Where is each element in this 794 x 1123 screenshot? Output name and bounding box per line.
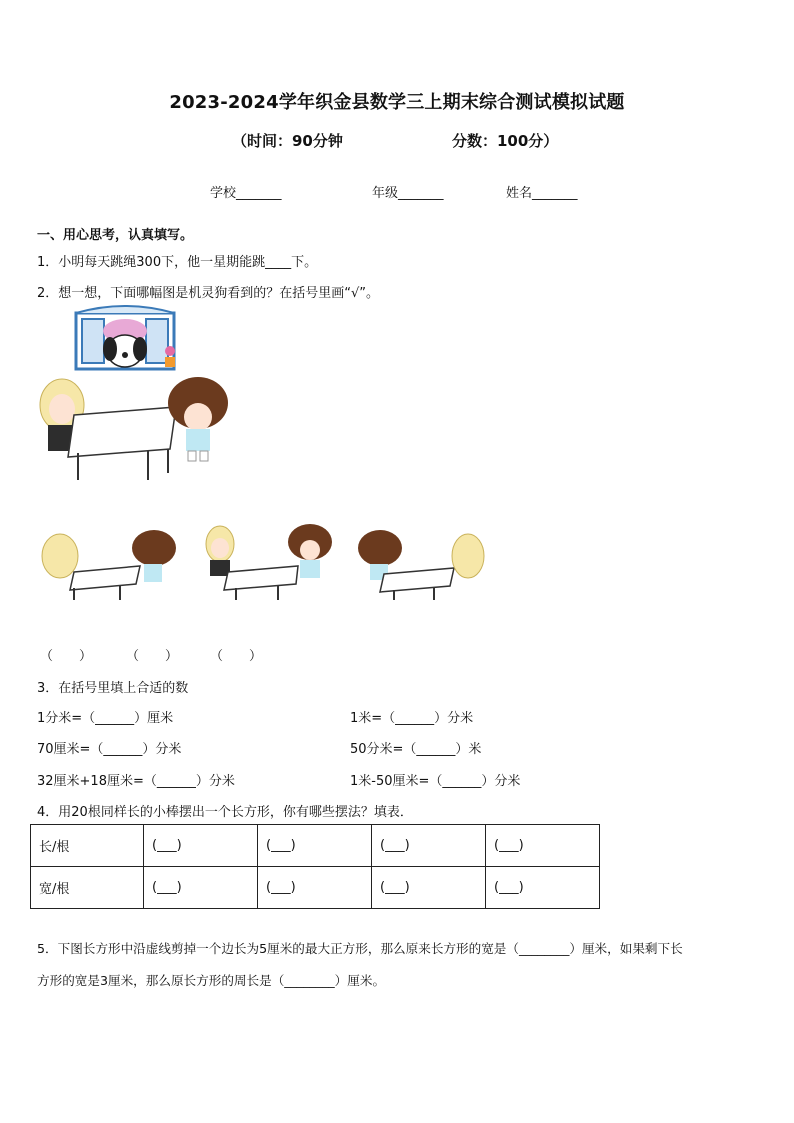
option-b-illustration [200, 520, 350, 604]
brown-hair-girl-illustration [168, 377, 228, 461]
q4-answer-table [30, 824, 600, 909]
q3-item-3[interactable]: 70厘米=（______）分米 [37, 742, 182, 757]
q3-item-6[interactable]: 1米-50厘米=（______）分米 [350, 774, 521, 789]
choice-c-bracket[interactable]: （ ） [210, 649, 263, 664]
q3-item-5[interactable]: 32厘米+18厘米=（______）分米 [37, 774, 235, 789]
choice-b-bracket[interactable]: （ ） [126, 649, 179, 664]
school-field: 学校_______ [210, 186, 282, 201]
table-illustration [68, 407, 176, 480]
answer-cell[interactable]: (___) [372, 825, 486, 867]
question-5-line-2: 方形的宽是3厘米，那么原长方形的周长是（________）厘米。 [37, 973, 386, 988]
question-2-main-illustration [30, 305, 270, 485]
row-label-length: 长/根 [31, 825, 144, 867]
section-heading: 一、用心思考，认真填写。 [37, 228, 194, 243]
name-field: 姓名_______ [506, 186, 578, 201]
q3-item-1[interactable]: 1分米=（______）厘米 [37, 711, 174, 726]
row-label-width: 宽/根 [31, 867, 144, 909]
question-3: 3．在括号里填上合适的数 [37, 681, 189, 696]
question-4: 4．用20根同样长的小棒摆出一个长方形，你有哪些摆法？填表． [37, 805, 413, 820]
answer-cell[interactable]: (___) [144, 867, 258, 909]
table-row [31, 867, 600, 909]
answer-cell[interactable]: (___) [258, 867, 372, 909]
question-2: 2．想一想，下面哪幅图是机灵狗看到的？在括号里画“√”。 [37, 286, 380, 301]
score-label: 分数：100分） [452, 132, 559, 150]
grade-field: 年级_______ [372, 186, 444, 201]
answer-cell[interactable]: (___) [486, 825, 600, 867]
table-row [31, 825, 600, 867]
q3-item-4[interactable]: 50分米=（______）米 [350, 742, 482, 757]
question-1: 1．小明每天跳绳300下，他一星期能跳____下。 [37, 255, 318, 270]
q3-item-2[interactable]: 1米=（______）分米 [350, 711, 474, 726]
option-c-illustration [354, 520, 504, 604]
page-title: 2023-2024学年织金县数学三上期末综合测试模拟试题 [169, 92, 625, 113]
time-label: （时间：90分钟 [232, 132, 343, 150]
window-dog-illustration [76, 306, 175, 369]
answer-cell[interactable]: (___) [372, 867, 486, 909]
option-a-illustration [36, 520, 186, 604]
question-5-line-1: 5．下图长方形中沿虚线剪掉一个边长为5厘米的最大正方形，那么原来长方形的宽是（________）厘米，如果剩下长 [37, 941, 683, 956]
answer-cell[interactable]: (___) [144, 825, 258, 867]
choice-a-bracket[interactable]: （ ） [40, 649, 93, 664]
answer-cell[interactable]: (___) [486, 867, 600, 909]
answer-cell[interactable]: (___) [258, 825, 372, 867]
